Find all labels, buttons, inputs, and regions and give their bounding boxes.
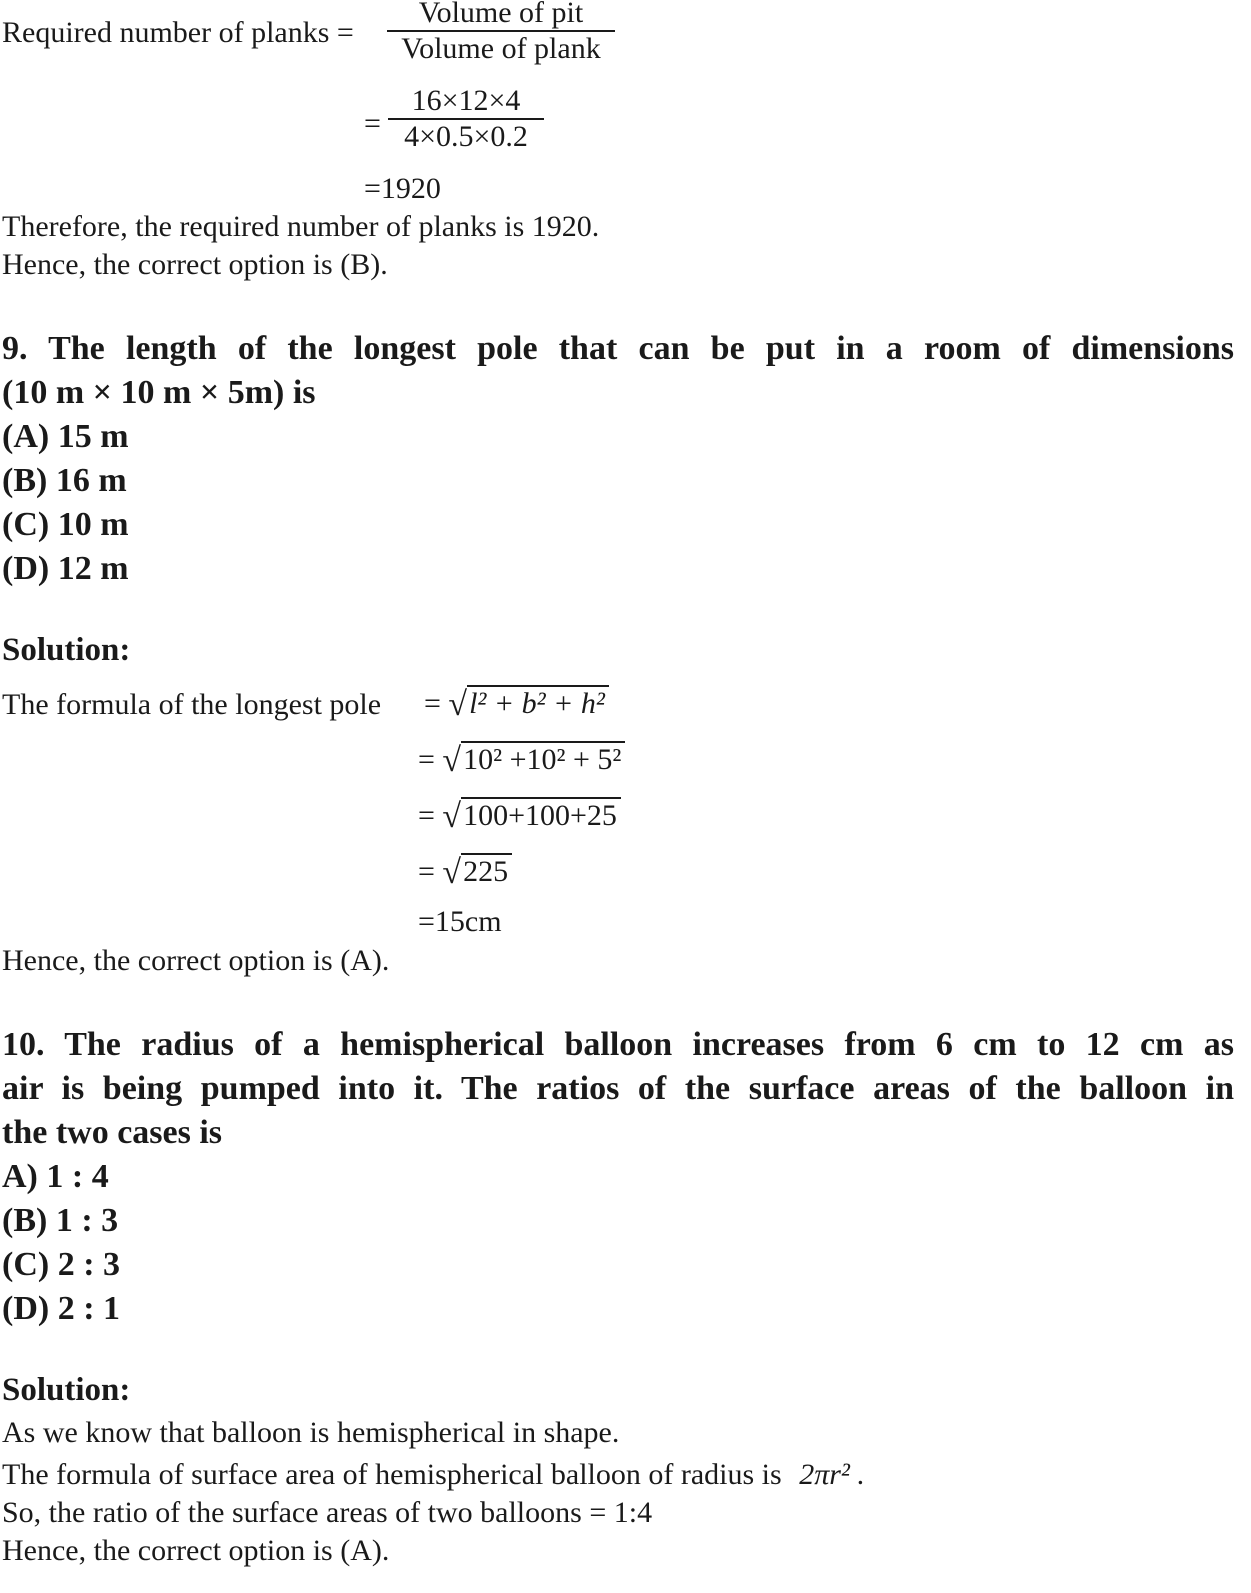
q10-option-b: (B) 1 : 3 xyxy=(2,1202,119,1239)
q9-step-2: = √10² +10² + 5² xyxy=(418,740,625,778)
q10-option-c: (C) 2 : 3 xyxy=(2,1246,121,1283)
q10-option-d: (D) 2 : 1 xyxy=(2,1290,121,1327)
q9-step-4: = √225 xyxy=(418,852,512,890)
sqrt-icon: √10² +10² + 5² xyxy=(442,740,625,778)
sqrt-icon: √225 xyxy=(442,852,512,890)
q10-solution-heading: Solution: xyxy=(2,1372,131,1408)
planks-result: =1920 xyxy=(364,172,441,205)
q10-text-line-1: 10. The radius of a hemispherical balloon increases from 6 cm to 12 cm as xyxy=(2,1026,1234,1063)
part8-answer: Hence, the correct option is (B). xyxy=(2,248,388,281)
fraction-numerator: 16×12×4 xyxy=(411,84,521,117)
q9-step-1: = √l² + b² + h² xyxy=(424,684,609,722)
fraction-denominator: Volume of plank xyxy=(387,30,615,66)
planks-fraction-1 xyxy=(387,0,615,66)
q9-solution-heading: Solution: xyxy=(2,632,131,668)
surface-area-formula: 2πr² . xyxy=(799,1458,865,1491)
fraction-denominator: 4×0.5×0.2 xyxy=(388,118,544,154)
q10-solution-line-3: So, the ratio of the surface areas of two balloons = 1:4 xyxy=(2,1496,653,1529)
sqrt-icon: √l² + b² + h² xyxy=(448,684,608,722)
q9-step-5: =15cm xyxy=(418,905,502,938)
fraction-numerator: Volume of pit xyxy=(418,0,584,29)
q9-option-c: (C) 10 m xyxy=(2,506,129,543)
q10-solution-line-1: As we know that balloon is hemispherical in shape. xyxy=(2,1416,620,1449)
planks-label: Required number of planks = xyxy=(2,16,354,49)
q10-text-line-3: the two cases is xyxy=(2,1114,223,1151)
planks-fraction-2 xyxy=(388,84,544,154)
q9-answer: Hence, the correct option is (A). xyxy=(2,944,390,977)
q9-option-a: (A) 15 m xyxy=(2,418,129,455)
q10-option-a: A) 1 : 4 xyxy=(2,1158,109,1195)
q9-formula-label: The formula of the longest pole xyxy=(2,688,382,721)
q9-step-3: = √100+100+25 xyxy=(418,796,621,834)
sqrt-icon: √100+100+25 xyxy=(442,796,621,834)
q9-text-line-1: 9. The length of the longest pole that can be put in a room of dimensions xyxy=(2,330,1234,367)
q9-option-d: (D) 12 m xyxy=(2,550,129,587)
q9-option-b: (B) 16 m xyxy=(2,462,127,499)
q10-solution-line-2: The formula of surface area of hemispherical balloon of radius is 2πr² . xyxy=(2,1458,865,1491)
q10-text-line-2: air is being pumped into it. The ratios of the surface areas of the balloon in xyxy=(2,1070,1234,1107)
q10-answer: Hence, the correct option is (A). xyxy=(2,1534,390,1567)
q9-text-line-2: (10 m × 10 m × 5m) is xyxy=(2,374,316,411)
planks-conclusion: Therefore, the required number of planks is 1920. xyxy=(2,210,600,243)
